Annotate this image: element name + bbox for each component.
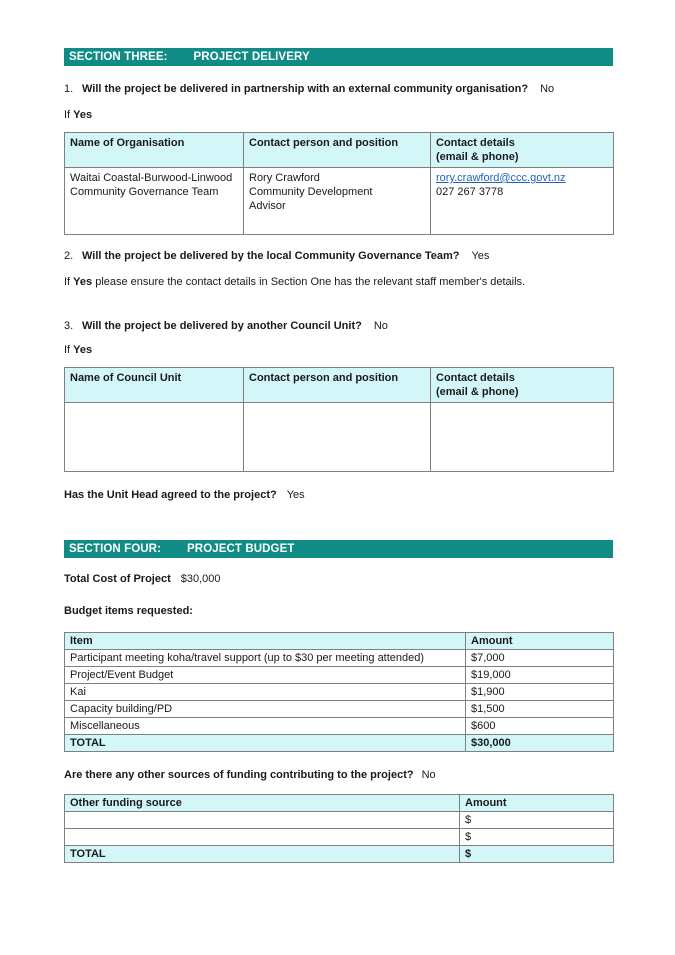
budget-item-amount: $600 xyxy=(466,718,614,735)
unit-table-header-details xyxy=(431,368,614,403)
funding-total-row xyxy=(65,846,614,863)
unit-table-header-details-line2: (email & phone) xyxy=(436,386,519,398)
other-funding-question: Are there any other sources of funding contributing to the project? xyxy=(64,769,414,781)
budget-item-amount: $19,000 xyxy=(466,667,614,684)
question-2-text: Will the project be delivered by the local Community Governance Team? xyxy=(82,250,460,262)
funding-source-cell[interactable] xyxy=(65,812,460,829)
budget-item-name: Miscellaneous xyxy=(65,718,466,735)
budget-item-amount: $1,500 xyxy=(466,701,614,718)
section-three-label: SECTION THREE: xyxy=(69,51,168,63)
funding-total-amount: $ xyxy=(460,846,614,863)
contact-email-link[interactable]: rory.crawford@ccc.govt.nz xyxy=(436,172,566,184)
funding-amount-cell[interactable]: $ xyxy=(460,812,614,829)
org-table-header-details xyxy=(431,133,614,168)
question-1-answer: No xyxy=(540,83,555,95)
table-row xyxy=(65,718,614,735)
org-table-header-details-line1: Contact details xyxy=(436,137,515,149)
question-2-note xyxy=(64,275,613,289)
unit-head-question: Has the Unit Head agreed to the project? xyxy=(64,489,277,501)
contact-position-line2: Advisor xyxy=(249,200,286,212)
unit-name-cell[interactable] xyxy=(65,403,244,472)
total-cost-label: Total Cost of Project xyxy=(64,573,171,585)
section-four-title: PROJECT BUDGET xyxy=(187,543,295,555)
funding-header-amount: Amount xyxy=(460,795,614,812)
if-prefix: If xyxy=(64,109,74,121)
org-table-header-name: Name of Organisation xyxy=(65,133,244,168)
council-unit-table xyxy=(64,367,614,472)
question-2-number: 2. xyxy=(64,250,74,262)
unit-contact-cell[interactable] xyxy=(244,403,431,472)
table-row xyxy=(65,667,614,684)
question-3-if-yes xyxy=(64,343,613,357)
total-cost-row xyxy=(64,572,613,586)
unit-table-header-details-line1: Contact details xyxy=(436,372,515,384)
table-header-row xyxy=(65,795,614,812)
unit-head-question-row xyxy=(64,488,613,502)
question-3-text: Will the project be delivered by another Council Unit? xyxy=(82,320,362,332)
org-table-header-contact: Contact person and position xyxy=(244,133,431,168)
funding-header-source: Other funding source xyxy=(65,795,460,812)
org-table-header-details-line2: (email & phone) xyxy=(436,151,519,163)
table-row xyxy=(65,684,614,701)
org-name-cell: Waitai Coastal-Burwood-Linwood Community Governance Team xyxy=(65,168,244,235)
budget-table xyxy=(64,632,614,752)
other-funding-question-row xyxy=(64,768,613,782)
budget-item-name: Capacity building/PD xyxy=(65,701,466,718)
budget-item-amount: $7,000 xyxy=(466,650,614,667)
budget-total-label: TOTAL xyxy=(65,735,466,752)
contact-position-line1: Community Development xyxy=(249,186,373,198)
if-yes-bold: Yes xyxy=(73,109,93,121)
budget-item-amount: $1,900 xyxy=(466,684,614,701)
other-funding-table xyxy=(64,794,614,863)
note-bold: Yes xyxy=(73,276,93,288)
note-prefix: If xyxy=(64,276,74,288)
contact-name: Rory Crawford xyxy=(249,172,320,184)
question-3-number: 3. xyxy=(64,320,74,332)
table-row xyxy=(65,812,614,829)
budget-total-row xyxy=(65,735,614,752)
table-row xyxy=(65,168,614,235)
budget-item-name: Kai xyxy=(65,684,466,701)
funding-amount-cell[interactable]: $ xyxy=(460,829,614,846)
section-three-header xyxy=(64,48,613,66)
table-header-row xyxy=(65,368,614,403)
question-2-answer: Yes xyxy=(471,250,490,262)
budget-item-name: Project/Event Budget xyxy=(65,667,466,684)
org-details-cell xyxy=(431,168,614,235)
document-content xyxy=(64,48,613,863)
budget-header-amount: Amount xyxy=(466,633,614,650)
budget-items-label: Budget items requested: xyxy=(64,605,193,617)
section-four-header xyxy=(64,540,613,558)
table-row xyxy=(65,829,614,846)
section-three-title: PROJECT DELIVERY xyxy=(193,51,310,63)
table-row xyxy=(65,403,614,472)
unit-details-cell[interactable] xyxy=(431,403,614,472)
table-row xyxy=(65,650,614,667)
question-1-text: Will the project be delivered in partnership with an external community organisation? xyxy=(82,83,529,95)
if-yes-bold-2: Yes xyxy=(73,344,93,356)
table-header-row xyxy=(65,633,614,650)
funding-total-label: TOTAL xyxy=(65,846,460,863)
question-3 xyxy=(64,319,613,333)
total-cost-value: $30,000 xyxy=(180,573,221,585)
unit-table-header-contact: Contact person and position xyxy=(244,368,431,403)
question-3-answer: No xyxy=(373,320,388,332)
section-four-label: SECTION FOUR: xyxy=(69,543,162,555)
budget-item-name: Participant meeting koha/travel support (up to $30 per meeting attended) xyxy=(65,650,466,667)
note-suffix: please ensure the contact details in Section One has the relevant staff member's details. xyxy=(92,276,526,288)
unit-head-answer: Yes xyxy=(286,489,305,501)
budget-total-amount: $30,000 xyxy=(466,735,614,752)
org-contact-cell xyxy=(244,168,431,235)
budget-header-item: Item xyxy=(65,633,466,650)
question-2 xyxy=(64,249,613,263)
organisation-table xyxy=(64,132,614,235)
if-prefix-2: If xyxy=(64,344,74,356)
contact-phone: 027 267 3778 xyxy=(436,186,504,198)
table-header-row xyxy=(65,133,614,168)
question-1 xyxy=(64,82,613,96)
question-1-if-yes xyxy=(64,108,613,122)
question-1-number: 1. xyxy=(64,83,74,95)
table-row xyxy=(65,701,614,718)
unit-table-header-name: Name of Council Unit xyxy=(65,368,244,403)
other-funding-answer: No xyxy=(421,769,436,781)
funding-source-cell[interactable] xyxy=(65,829,460,846)
